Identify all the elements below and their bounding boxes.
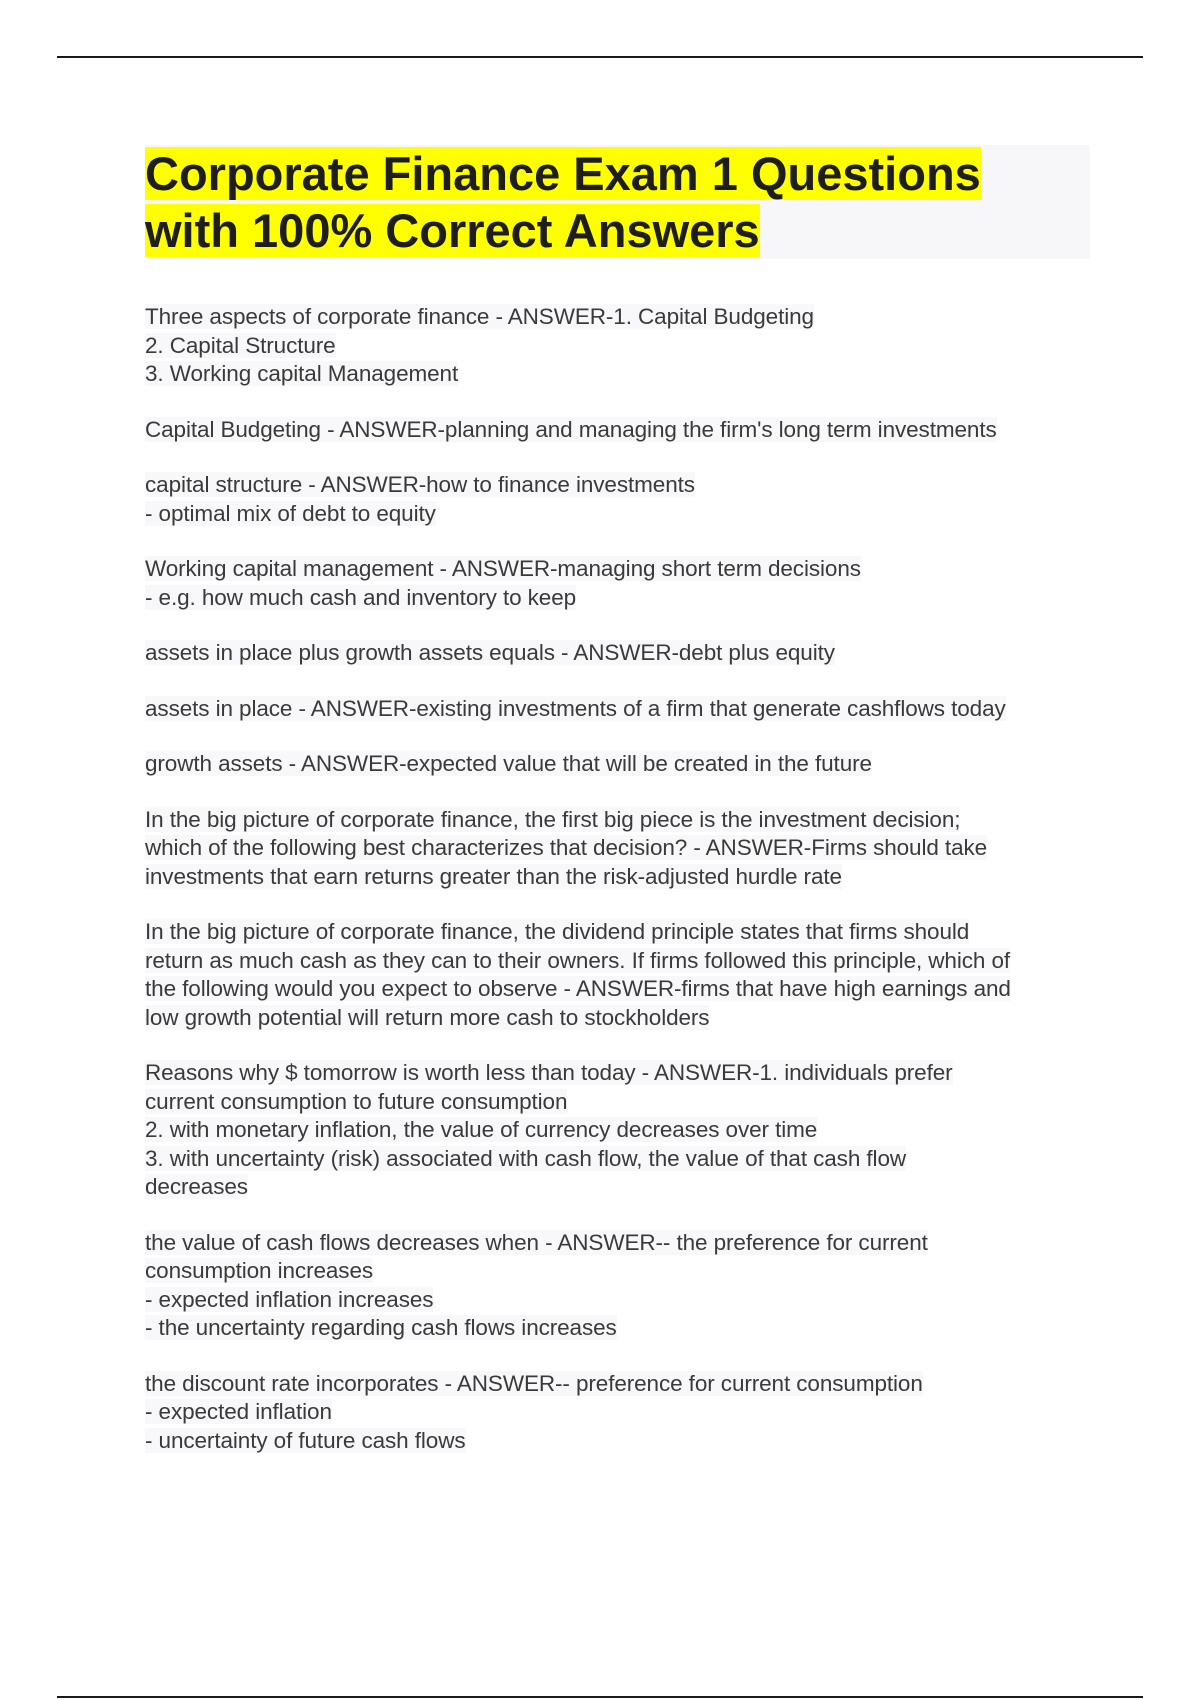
- qa-line: [145, 1088, 1090, 1117]
- qa-line-text: consumption increases: [145, 1258, 374, 1283]
- qa-line: [145, 1257, 1090, 1286]
- qa-entry: [145, 695, 1090, 724]
- qa-line-text: Three aspects of corporate finance - ANSWER-1. Capital Budgeting: [145, 304, 814, 329]
- qa-line-text: - optimal mix of debt to equity: [145, 500, 436, 526]
- qa-entry: [145, 1229, 1090, 1343]
- qa-entry: [145, 806, 1090, 892]
- qa-line-text: - expected inflation: [145, 1399, 332, 1424]
- title-line: Corporate Finance Exam 1 Questions: [145, 147, 981, 200]
- qa-line: [145, 750, 1090, 779]
- qa-line: [145, 1004, 1090, 1033]
- qa-line-text: 2. with monetary inflation, the value of currency decreases over time: [145, 1117, 818, 1142]
- qa-line: [145, 834, 1090, 863]
- qa-line: [145, 584, 1090, 613]
- qa-line-text: the value of cash flows decreases when - ANSWER-- the preference for current: [145, 1229, 928, 1255]
- qa-line-text: Reasons why $ tomorrow is worth less than today - ANSWER-1. individuals prefer: [145, 1060, 953, 1085]
- qa-entry: [145, 918, 1090, 1032]
- qa-line-text: which of the following best characterizes that decision? - ANSWER-Firms should take: [145, 835, 988, 860]
- qa-line-text: 3. with uncertainty (risk) associated with cash flow, the value of that cash flow: [145, 1145, 907, 1171]
- qa-line-text: Capital Budgeting - ANSWER-planning and managing the firm's long term investments: [145, 416, 997, 442]
- qa-line-text: - uncertainty of future cash flows: [145, 1427, 466, 1453]
- qa-line: [145, 332, 1090, 361]
- qa-line: [145, 975, 1090, 1004]
- qa-line: [145, 1427, 1090, 1456]
- document-body: [145, 145, 1090, 1482]
- qa-entry: [145, 639, 1090, 668]
- qa-line: [145, 303, 1090, 332]
- qa-line: [145, 918, 1090, 947]
- qa-line: [145, 863, 1090, 892]
- qa-line: [145, 806, 1090, 835]
- qa-line-text: 2. Capital Structure: [145, 332, 336, 358]
- bottom-rule: [57, 1696, 1143, 1698]
- qa-line-text: - expected inflation increases: [145, 1286, 434, 1312]
- title-line: with 100% Correct Answers: [145, 204, 760, 257]
- qa-line: [145, 1059, 1090, 1088]
- qa-line: [145, 695, 1090, 724]
- qa-line-text: In the big picture of corporate finance, the dividend principle states that firms should: [145, 919, 970, 944]
- qa-line-text: - the uncertainty regarding cash flows increases: [145, 1315, 617, 1340]
- qa-entry: [145, 416, 1090, 445]
- qa-line: [145, 555, 1090, 584]
- qa-line-text: investments that earn returns greater than the risk-adjusted hurdle rate: [145, 863, 842, 889]
- top-rule: [57, 56, 1143, 58]
- qa-line: [145, 1398, 1090, 1427]
- qa-list: [145, 303, 1090, 1455]
- qa-entry: [145, 1059, 1090, 1202]
- qa-line-text: growth assets - ANSWER-expected value that will be created in the future: [145, 751, 872, 776]
- qa-line: [145, 1370, 1090, 1399]
- qa-line-text: assets in place plus growth assets equals - ANSWER-debt plus equity: [145, 640, 835, 665]
- qa-line-text: decreases: [145, 1174, 248, 1199]
- qa-line-text: low growth potential will return more cash to stockholders: [145, 1004, 710, 1030]
- qa-line: [145, 1314, 1090, 1343]
- qa-line-text: - e.g. how much cash and inventory to keep: [145, 584, 577, 610]
- qa-line: [145, 1229, 1090, 1258]
- qa-line-text: the discount rate incorporates - ANSWER-- preference for current consumption: [145, 1370, 923, 1396]
- qa-line: [145, 639, 1090, 668]
- qa-line-text: the following would you expect to observe - ANSWER-firms that have high earnings and: [145, 976, 1011, 1001]
- qa-line-text: assets in place - ANSWER-existing investments of a firm that generate cashflows today: [145, 695, 1006, 721]
- qa-entry: [145, 750, 1090, 779]
- qa-line: [145, 500, 1090, 529]
- qa-entry: [145, 1370, 1090, 1456]
- qa-line: [145, 1116, 1090, 1145]
- qa-line-text: In the big picture of corporate finance, the first big piece is the investment decision;: [145, 806, 961, 832]
- qa-line-text: current consumption to future consumption: [145, 1088, 568, 1114]
- document-title: [145, 145, 1090, 259]
- qa-line: [145, 1286, 1090, 1315]
- qa-entry: [145, 303, 1090, 389]
- title-block: [145, 145, 1090, 259]
- qa-entry: [145, 555, 1090, 612]
- qa-line-text: 3. Working capital Management: [145, 361, 459, 386]
- qa-entry: [145, 471, 1090, 528]
- qa-line: [145, 416, 1090, 445]
- qa-line: [145, 360, 1090, 389]
- qa-line-text: Working capital management - ANSWER-managing short term decisions: [145, 556, 861, 581]
- qa-line-text: return as much cash as they can to their owners. If firms followed this principle, which of: [145, 947, 1011, 973]
- qa-line: [145, 1173, 1090, 1202]
- qa-line: [145, 471, 1090, 500]
- qa-line: [145, 1145, 1090, 1174]
- qa-line: [145, 947, 1090, 976]
- qa-line-text: capital structure - ANSWER-how to finance investments: [145, 472, 695, 497]
